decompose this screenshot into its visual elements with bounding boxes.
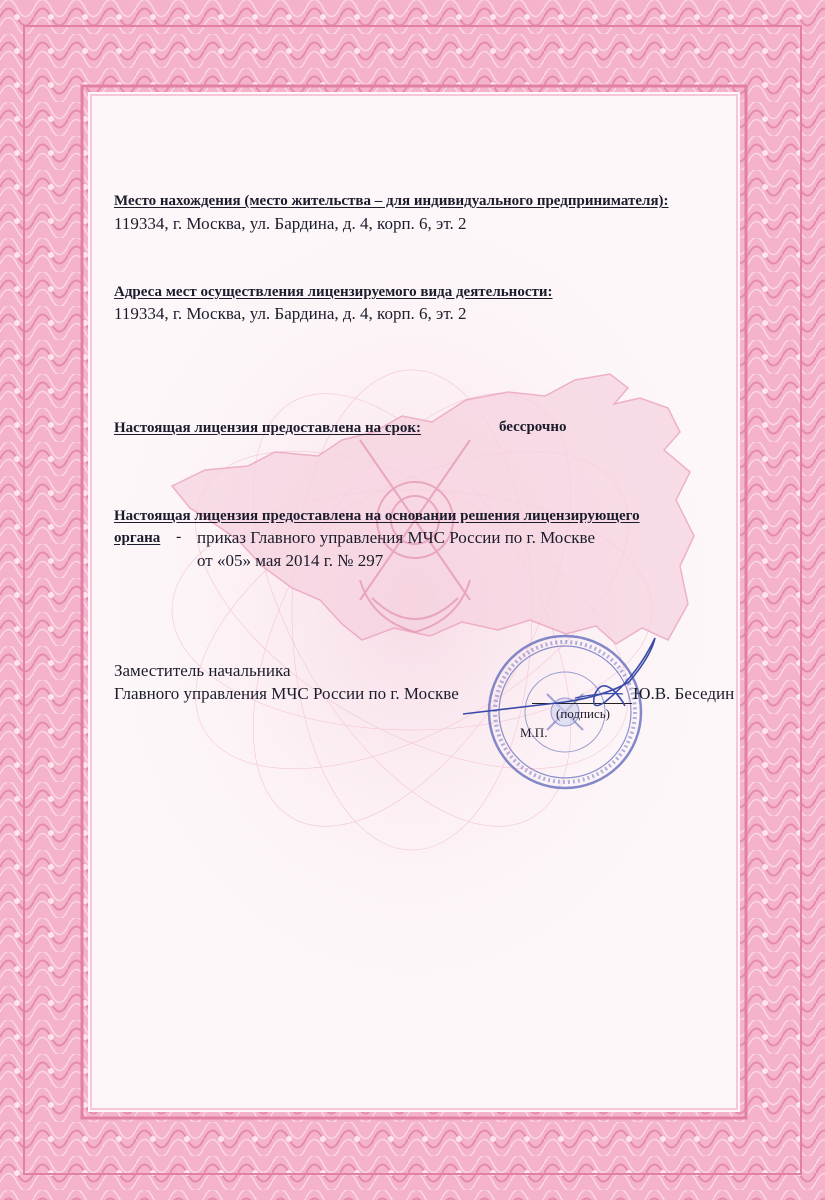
signatory-name: Ю.В. Беседин <box>633 684 735 703</box>
basis-label-line2: органа <box>114 530 161 546</box>
location-value: 119334, г. Москва, ул. Бардина, д. 4, корп. 6, эт. 2 <box>114 214 467 233</box>
basis-value-line2: от «05» мая 2014 г. № 297 <box>197 551 384 570</box>
stamp-place-label: М.П. <box>520 725 548 740</box>
location-label: Место нахождения (место жительства – для индивидуального предпринимателя): <box>114 193 669 209</box>
term-value: бессрочно <box>499 419 567 435</box>
basis-value-line1: приказ Главного управления МЧС России по г. Москве <box>197 528 595 547</box>
signature-caption: (подпись) <box>556 706 610 721</box>
activity-addresses-value: 119334, г. Москва, ул. Бардина, д. 4, корп. 6, эт. 2 <box>114 304 467 323</box>
term-label: Настоящая лицензия предоставлена на срок: <box>114 420 422 436</box>
activity-addresses-label: Адреса мест осуществления лицензируемого вида деятельности: <box>114 284 553 300</box>
basis-dash: - <box>176 528 182 545</box>
signature <box>455 636 665 716</box>
signatory-position-line2: Главного управления МЧС России по г. Москве <box>114 684 459 703</box>
signatory-position-line1: Заместитель начальника <box>114 661 291 680</box>
basis-label-line1: Настоящая лицензия предоставлена на основании решения лицензирующего <box>114 508 640 524</box>
